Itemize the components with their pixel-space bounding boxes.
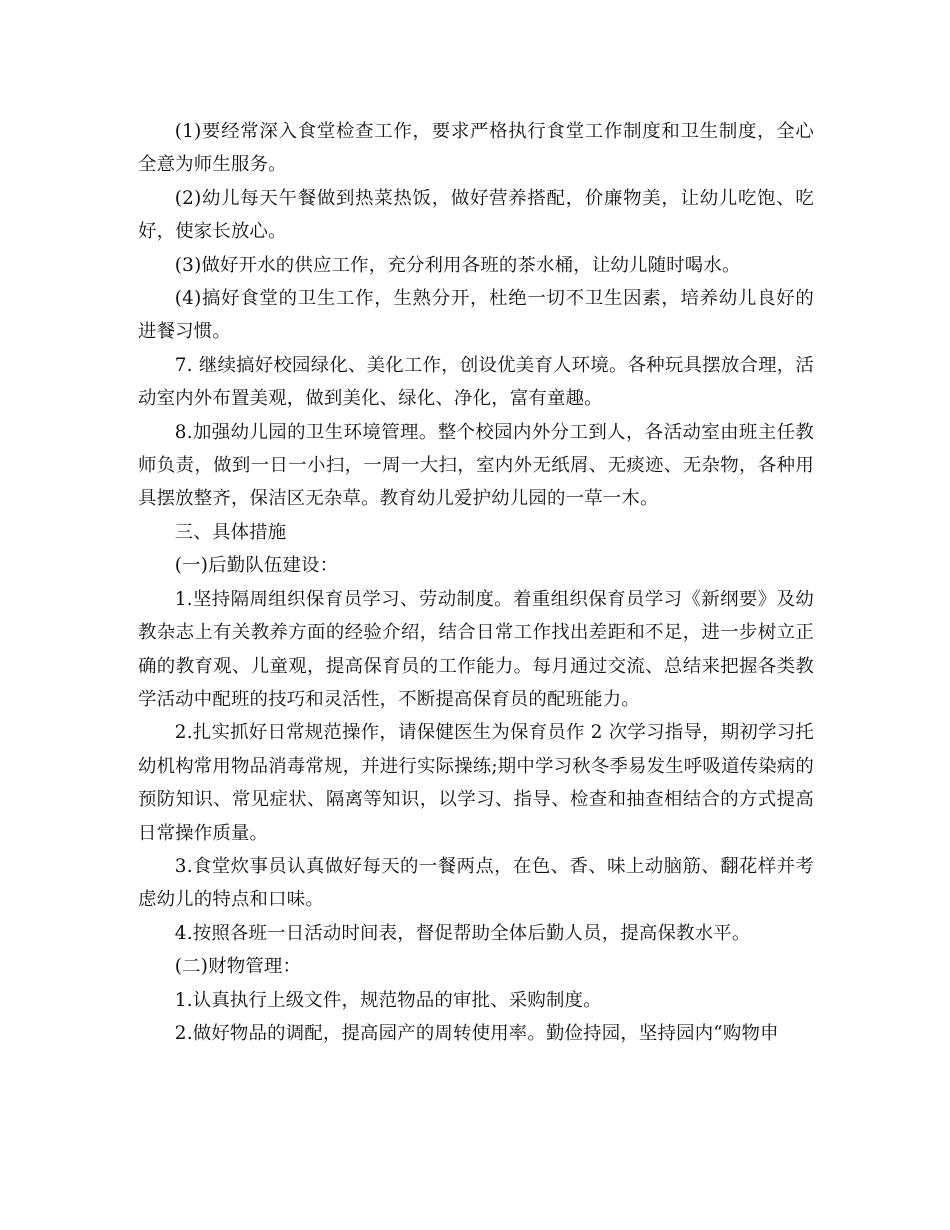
paragraph-canteen-hygiene: (4)搞好食堂的卫生工作，生熟分开，杜绝一切不卫生因素，培养幼儿良好的进餐习惯。 xyxy=(138,288,814,343)
paragraph-lunch-nutrition: (2)幼儿每天午餐做到热菜热饭，做好营养搭配，价廉物美，让幼儿吃饱、吃好，使家长放心。 xyxy=(138,187,814,243)
section-heading-measures: 三、具体措施 xyxy=(174,521,287,543)
subheading-property-management: (二)财物管理： xyxy=(174,956,302,978)
paragraph-water-supply: (3)做好开水的供应工作，充分利用各班的茶水桶，让幼儿随时喝水。 xyxy=(174,254,741,276)
paragraph-procurement-rules: 1.认真执行上级文件，规范物品的审批、采购制度。 xyxy=(174,989,602,1011)
paragraph-campus-greening: 7. 继续搞好校园绿化、美化工作，创设优美育人环境。各种玩具摆放合理，活动室内外布置美观，做到美化、绿化、净化，富有童趣。 xyxy=(138,354,814,410)
paragraph-canteen-inspection: (1)要经常深入食堂检查工作，要求严格执行食堂工作制度和卫生制度，全心全意为师生服务。 xyxy=(138,121,814,176)
paragraph-daily-schedule: 4.按照各班一日活动时间表，督促帮助全体后勤人员，提高保教水平。 xyxy=(174,922,751,944)
paragraph-routine-operations: 2.扎实抓好日常规范操作，请保健医生为保育员作 2 次学习指导，期初学习托幼机构常用物品消毒常规，并进行实际操练;期中学习秋冬季易发生呼吸道传染病的预防知识、常见症状、隔离等知识，以学习、指导、检查和抽查相结合的方式提高日常操作质量。 xyxy=(138,722,814,844)
paragraph-caregiver-study: 1.坚持隔周组织保育员学习、劳动制度。着重组织保育员学习《新纲要》及幼教杂志上有关教养方面的经验介绍，结合日常工作找出差距和不足，进一步树立正确的教育观、儿童观，提高保育员的工作能力。每月通过交流、总结来把握各类教学活动中配班的技巧和灵活性，不断提高保育员的配班能力。 xyxy=(138,588,814,710)
subheading-logistics-team: (一)后勤队伍建设： xyxy=(174,555,339,577)
paragraph-hygiene-management: 8.加强幼儿园的卫生环境管理。整个校园内外分工到人，各活动室由班主任教师负责，做到一日一小扫，一周一大扫，室内外无纸屑、无痰迹、无杂物，各种用具摆放整齐，保洁区无杂草。教育幼儿爱护幼儿园的一草一木。 xyxy=(138,421,814,510)
paragraph-resource-allocation: 2.做好物品的调配，提高园产的周转使用率。勤俭持园，坚持园内“购物申 xyxy=(174,1022,779,1044)
paragraph-cook-duties: 3.食堂炊事员认真做好每天的一餐两点，在色、香、味上动脑筋、翻花样并考虑幼儿的特点和口味。 xyxy=(138,855,814,911)
document-body xyxy=(138,115,814,1050)
